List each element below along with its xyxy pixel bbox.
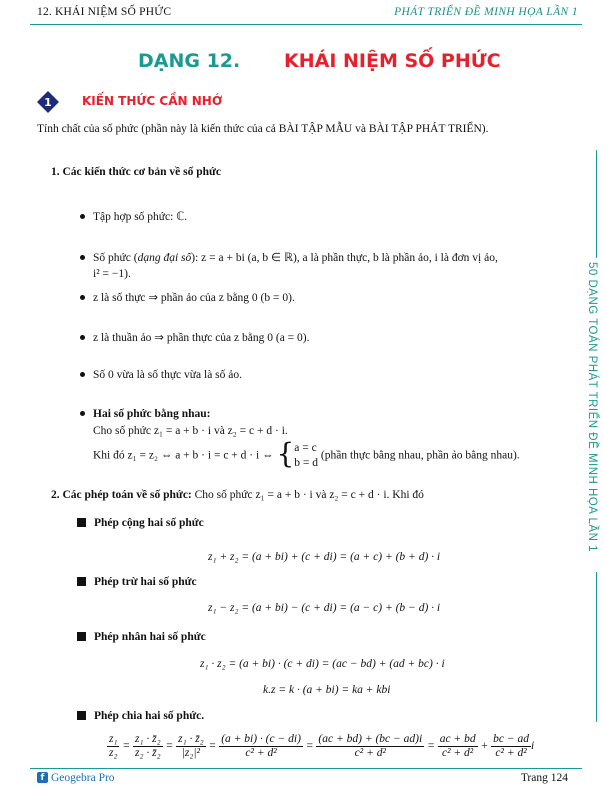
equal-line2-post: (phần thực bằng nhau, phần ảo bằng nhau). bbox=[320, 449, 520, 462]
b2-post: ): z = a + bi (a, b ∈ ℝ), a là phần thực, b là phần ảo, i là đơn vị ảo, bbox=[191, 252, 498, 264]
equal-title: Hai số phức bằng nhau: bbox=[93, 408, 211, 420]
page-number: Trang 124 bbox=[520, 772, 568, 784]
bullet-equal bbox=[80, 408, 210, 420]
bullet-pure-imaginary bbox=[80, 330, 310, 344]
div-frac-1: $\frac{\text{z₁}}{\text{z₂}}$ bbox=[109, 733, 118, 759]
div-frac-2: $\frac{\text{z₁ · z̄₂}}{\text{z₂ · z̄₂}}$ bbox=[135, 733, 161, 759]
part2-title bbox=[51, 489, 424, 501]
side-series-label: 50 DẠNG TOÁN PHÁT TRIỂN ĐỀ MINH HỌA LẦN 1 bbox=[586, 262, 598, 552]
section-title: KIẾN THỨC CẦN NHỚ bbox=[82, 94, 223, 108]
bullet-set bbox=[80, 209, 187, 223]
div-heading bbox=[77, 710, 204, 722]
add-title: Phép cộng hai số phức bbox=[94, 517, 204, 529]
bullet-dot bbox=[80, 295, 85, 300]
div-frac-4: $\frac{(a + bi) \cdot (c - di)}{\text{c² + d²}}$ bbox=[221, 733, 301, 759]
mul-title: Phép nhân hai số phức bbox=[94, 631, 206, 643]
equal-line2 bbox=[93, 437, 520, 471]
footer-divider bbox=[30, 768, 582, 769]
part2-title-bold: 2. Các phép toán về số phức: bbox=[51, 489, 192, 501]
mul-formula: z₁ · z₂ = (a + bi) · (c + di) = (ac − bd) + (ad + bc) · i bbox=[200, 658, 445, 670]
sub-formula: z₁ − z₂ = (a + bi) − (c + di) = (a − c) + (b − d) · i bbox=[208, 602, 441, 614]
part2-title-rest: Cho số phức z₁ = a + b · i và z₂ = c + d · i. Khi đó bbox=[194, 489, 424, 501]
footer-brand-text: Geogebra Pro bbox=[51, 772, 115, 784]
square-bullet bbox=[77, 711, 86, 720]
div-frac-7: $\frac{bc - ad}{\text{c² + d²}}$ bbox=[493, 733, 529, 759]
page-title: KHÁI NIỆM SỐ PHỨC bbox=[284, 50, 501, 72]
div-frac-3: $\frac{\text{z₁ · z̄₂}}{\text{|z₂|²}}$ bbox=[178, 733, 204, 759]
system-row-2: b = d bbox=[294, 457, 319, 469]
side-divider-bottom bbox=[596, 572, 597, 722]
bullet-real bbox=[80, 290, 295, 304]
bullet-set-text: Tập hợp số phức: ℂ. bbox=[93, 211, 188, 223]
section-number: 1 bbox=[44, 96, 52, 109]
div-frac-5: $\frac{(ac + bd) + (bc - ad)i}{\text{c² + d²}}$ bbox=[318, 733, 423, 759]
dang-label: DẠNG 12. bbox=[138, 50, 241, 72]
bullet-dot bbox=[80, 335, 85, 340]
div-formula: $\frac{\text{z₁}}{\text{z₂}}$ = $\frac{\text{z₁ · z̄₂}}{\text{z₂ · z̄₂}}$ = $\frac{\text{z₁ · z̄₂}}{\text{|z₂|²}}$ = $\frac{(a + bi) \cdot (c - di)}{\text{c² + d²}}$ = $\frac{(ac + bd) + (bc - ad)i}{\text{c² + d²}}$ = $\frac{ac + bd}{\text{c² + d²}}$ + $\frac{bc - ad}{\text{c² + d²}}$ i bbox=[109, 733, 535, 759]
sub-title: Phép trừ hai số phức bbox=[94, 576, 197, 588]
bullet-pure-text: z là thuần ảo ⇒ phần thực của z bằng 0 (a = 0). bbox=[93, 332, 310, 344]
div-frac-6: $\frac{ac + bd}{\text{c² + d²}}$ bbox=[439, 733, 476, 759]
equal-system bbox=[294, 441, 318, 471]
equal-line1: Cho số phức z₁ = a + b · i và z₂ = c + d · i. bbox=[93, 425, 288, 437]
square-bullet bbox=[77, 632, 86, 641]
bullet-dot bbox=[80, 411, 85, 416]
system-brace: { bbox=[276, 437, 295, 470]
footer-brand[interactable] bbox=[37, 772, 115, 784]
bullet-real-text: z là số thực ⇒ phần ảo của z bằng 0 (b = 0). bbox=[93, 292, 295, 304]
bullet-algebraic-form bbox=[80, 250, 498, 264]
bullet-zero bbox=[80, 369, 242, 381]
b2-line2: i² = −1). bbox=[93, 268, 131, 280]
equal-line2-pre: Khi đó z₁ = z₂ ⇔ a + b · i = c + d · i ⇔ bbox=[93, 449, 274, 462]
header-divider bbox=[30, 24, 582, 25]
add-heading bbox=[77, 517, 204, 529]
mul-heading bbox=[77, 631, 206, 643]
header-series: PHÁT TRIỂN ĐỀ MINH HỌA LẦN 1 bbox=[394, 6, 578, 18]
bullet-dot bbox=[80, 372, 85, 377]
sub-heading bbox=[77, 576, 197, 588]
mul-formula-2: k.z = k · (a + bi) = ka + kbi bbox=[263, 684, 391, 696]
header-chapter: 12. KHÁI NIỆM SỐ PHỨC bbox=[37, 6, 172, 18]
intro-text: Tính chất của số phức (phần này là kiến thức của cả BÀI TẬP MẪU và BÀI TẬP PHÁT TRIỂN). bbox=[37, 123, 489, 135]
square-bullet bbox=[77, 518, 86, 527]
bullet-dot bbox=[80, 255, 85, 260]
b2-pre: Số phức ( bbox=[93, 252, 138, 264]
part1-title: 1. Các kiến thức cơ bản về số phức bbox=[51, 166, 221, 178]
bullet-zero-text: Số 0 vừa là số thực vừa là số ảo. bbox=[93, 369, 243, 381]
div-title: Phép chia hai số phức. bbox=[94, 710, 205, 722]
facebook-icon: f bbox=[37, 772, 48, 783]
system-row-1: a = c bbox=[294, 442, 317, 454]
square-bullet bbox=[77, 577, 86, 586]
side-divider-top bbox=[596, 150, 597, 258]
div-tail: i bbox=[530, 740, 535, 753]
add-formula: z₁ + z₂ = (a + bi) + (c + di) = (a + c) + (b + d) · i bbox=[208, 551, 441, 563]
diamond-number-icon bbox=[37, 91, 59, 113]
b2-emphasis: dạng đại số bbox=[137, 252, 192, 264]
bullet-dot bbox=[80, 214, 85, 219]
